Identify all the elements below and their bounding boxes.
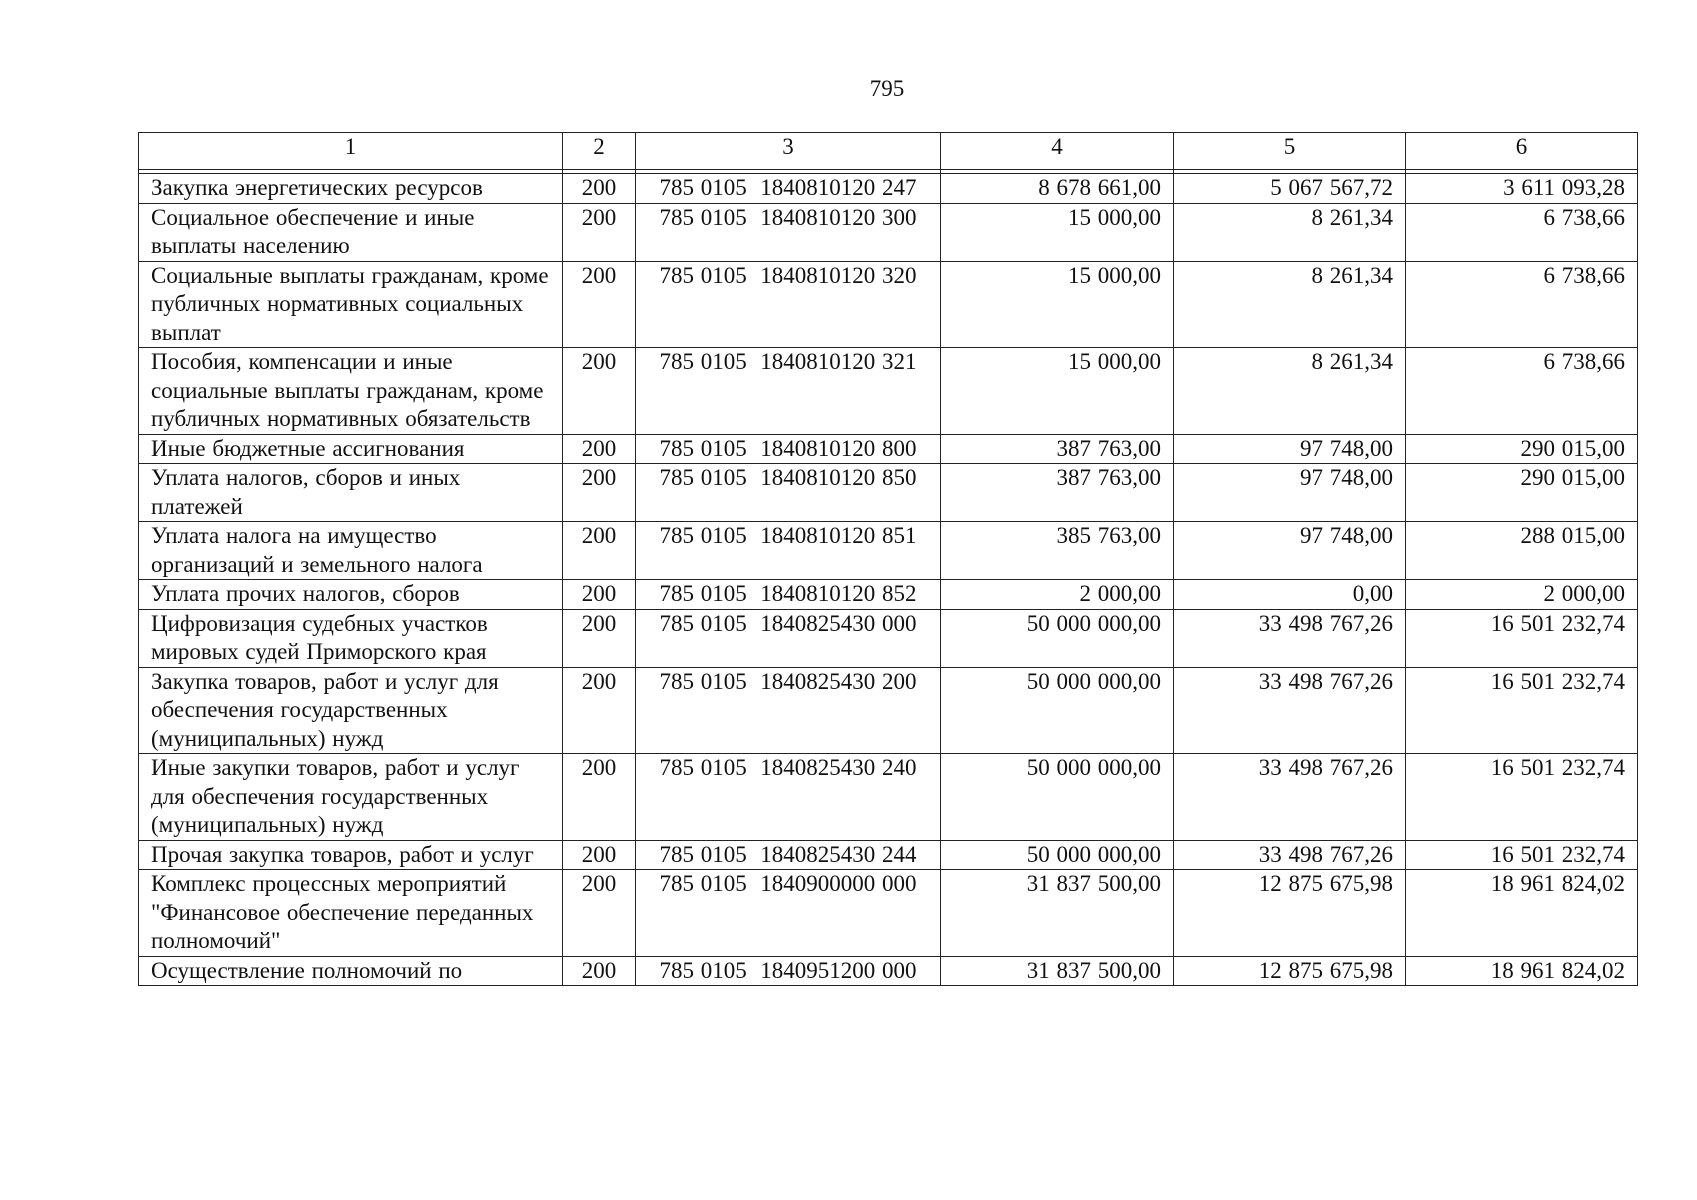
table-row bbox=[139, 609, 1638, 667]
row-code-cell: 200 bbox=[563, 754, 636, 841]
row-kbk-cell: 785 0105 1840825430 240 bbox=[636, 754, 941, 841]
row-kbk-cell: 785 0105 1840810120 800 bbox=[636, 434, 941, 464]
row-name-cell: Иные закупки товаров, работ и услуг для обеспечения государственных (муниципальных) нужд bbox=[139, 754, 563, 841]
column-header-1: 1 bbox=[139, 133, 563, 170]
row-remainder-amount-cell: 290 015,00 bbox=[1406, 434, 1638, 464]
row-plan-amount-cell: 385 763,00 bbox=[941, 522, 1174, 580]
table-row bbox=[139, 870, 1638, 957]
row-fact-amount-cell: 8 261,34 bbox=[1174, 348, 1406, 435]
row-code-cell: 200 bbox=[563, 174, 636, 204]
table-row bbox=[139, 754, 1638, 841]
table-row bbox=[139, 580, 1638, 610]
row-remainder-amount-cell: 16 501 232,74 bbox=[1406, 609, 1638, 667]
row-fact-amount-cell: 0,00 bbox=[1174, 580, 1406, 610]
row-plan-amount-cell: 8 678 661,00 bbox=[941, 174, 1174, 204]
row-plan-amount-cell: 15 000,00 bbox=[941, 261, 1174, 348]
table-row bbox=[139, 464, 1638, 522]
row-name-cell: Социальное обеспечение и иные выплаты населению bbox=[139, 203, 563, 261]
row-fact-amount-cell: 97 748,00 bbox=[1174, 434, 1406, 464]
table-row bbox=[139, 667, 1638, 754]
row-remainder-amount-cell: 3 611 093,28 bbox=[1406, 174, 1638, 204]
row-kbk-cell: 785 0105 1840825430 200 bbox=[636, 667, 941, 754]
row-code-cell: 200 bbox=[563, 956, 636, 986]
row-kbk-cell: 785 0105 1840810120 321 bbox=[636, 348, 941, 435]
table-row bbox=[139, 203, 1638, 261]
table-row bbox=[139, 522, 1638, 580]
row-kbk-cell: 785 0105 1840951200 000 bbox=[636, 956, 941, 986]
row-fact-amount-cell: 12 875 675,98 bbox=[1174, 956, 1406, 986]
column-number-header-row bbox=[139, 133, 1638, 170]
row-name-cell: Прочая закупка товаров, работ и услуг bbox=[139, 840, 563, 870]
row-kbk-cell: 785 0105 1840900000 000 bbox=[636, 870, 941, 957]
row-name-cell: Социальные выплаты гражданам, кроме публичных нормативных социальных выплат bbox=[139, 261, 563, 348]
row-name-cell: Цифровизация судебных участков мировых судей Приморского края bbox=[139, 609, 563, 667]
column-header-6: 6 bbox=[1406, 133, 1638, 170]
row-fact-amount-cell: 33 498 767,26 bbox=[1174, 840, 1406, 870]
row-fact-amount-cell: 5 067 567,72 bbox=[1174, 174, 1406, 204]
row-plan-amount-cell: 387 763,00 bbox=[941, 464, 1174, 522]
row-remainder-amount-cell: 16 501 232,74 bbox=[1406, 667, 1638, 754]
row-fact-amount-cell: 97 748,00 bbox=[1174, 522, 1406, 580]
row-name-cell: Закупка энергетических ресурсов bbox=[139, 174, 563, 204]
row-name-cell: Иные бюджетные ассигнования bbox=[139, 434, 563, 464]
row-plan-amount-cell: 15 000,00 bbox=[941, 203, 1174, 261]
row-plan-amount-cell: 31 837 500,00 bbox=[941, 870, 1174, 957]
row-name-cell: Уплата налогов, сборов и иных платежей bbox=[139, 464, 563, 522]
row-kbk-cell: 785 0105 1840810120 247 bbox=[636, 174, 941, 204]
row-kbk-cell: 785 0105 1840810120 850 bbox=[636, 464, 941, 522]
row-remainder-amount-cell: 288 015,00 bbox=[1406, 522, 1638, 580]
row-remainder-amount-cell: 18 961 824,02 bbox=[1406, 870, 1638, 957]
row-fact-amount-cell: 33 498 767,26 bbox=[1174, 667, 1406, 754]
row-kbk-cell: 785 0105 1840810120 300 bbox=[636, 203, 941, 261]
row-remainder-amount-cell: 6 738,66 bbox=[1406, 348, 1638, 435]
row-plan-amount-cell: 15 000,00 bbox=[941, 348, 1174, 435]
column-header-5: 5 bbox=[1174, 133, 1406, 170]
table-row bbox=[139, 434, 1638, 464]
row-name-cell: Закупка товаров, работ и услуг для обеспечения государственных (муниципальных) нужд bbox=[139, 667, 563, 754]
row-fact-amount-cell: 33 498 767,26 bbox=[1174, 609, 1406, 667]
row-name-cell: Пособия, компенсации и иные социальные выплаты гражданам, кроме публичных нормативных обязательств bbox=[139, 348, 563, 435]
row-kbk-cell: 785 0105 1840825430 244 bbox=[636, 840, 941, 870]
table-row bbox=[139, 348, 1638, 435]
row-code-cell: 200 bbox=[563, 667, 636, 754]
row-code-cell: 200 bbox=[563, 203, 636, 261]
row-remainder-amount-cell: 16 501 232,74 bbox=[1406, 840, 1638, 870]
row-code-cell: 200 bbox=[563, 870, 636, 957]
row-plan-amount-cell: 50 000 000,00 bbox=[941, 754, 1174, 841]
row-plan-amount-cell: 387 763,00 bbox=[941, 434, 1174, 464]
row-remainder-amount-cell: 16 501 232,74 bbox=[1406, 754, 1638, 841]
row-remainder-amount-cell: 2 000,00 bbox=[1406, 580, 1638, 610]
table-row bbox=[139, 840, 1638, 870]
row-kbk-cell: 785 0105 1840810120 320 bbox=[636, 261, 941, 348]
row-plan-amount-cell: 31 837 500,00 bbox=[941, 956, 1174, 986]
row-plan-amount-cell: 50 000 000,00 bbox=[941, 840, 1174, 870]
row-code-cell: 200 bbox=[563, 609, 636, 667]
row-remainder-amount-cell: 6 738,66 bbox=[1406, 261, 1638, 348]
row-code-cell: 200 bbox=[563, 464, 636, 522]
row-kbk-cell: 785 0105 1840825430 000 bbox=[636, 609, 941, 667]
budget-execution-table bbox=[138, 132, 1638, 986]
row-code-cell: 200 bbox=[563, 840, 636, 870]
row-code-cell: 200 bbox=[563, 261, 636, 348]
row-fact-amount-cell: 33 498 767,26 bbox=[1174, 754, 1406, 841]
row-code-cell: 200 bbox=[563, 522, 636, 580]
row-plan-amount-cell: 2 000,00 bbox=[941, 580, 1174, 610]
row-kbk-cell: 785 0105 1840810120 852 bbox=[636, 580, 941, 610]
column-header-2: 2 bbox=[563, 133, 636, 170]
row-remainder-amount-cell: 290 015,00 bbox=[1406, 464, 1638, 522]
row-code-cell: 200 bbox=[563, 348, 636, 435]
row-fact-amount-cell: 8 261,34 bbox=[1174, 261, 1406, 348]
table-body bbox=[139, 174, 1638, 986]
row-name-cell: Осуществление полномочий по bbox=[139, 956, 563, 986]
column-header-4: 4 bbox=[941, 133, 1174, 170]
row-code-cell: 200 bbox=[563, 580, 636, 610]
row-plan-amount-cell: 50 000 000,00 bbox=[941, 609, 1174, 667]
table-row bbox=[139, 261, 1638, 348]
column-header-3: 3 bbox=[636, 133, 941, 170]
row-remainder-amount-cell: 18 961 824,02 bbox=[1406, 956, 1638, 986]
row-code-cell: 200 bbox=[563, 434, 636, 464]
row-kbk-cell: 785 0105 1840810120 851 bbox=[636, 522, 941, 580]
row-name-cell: Уплата налога на имущество организаций и земельного налога bbox=[139, 522, 563, 580]
row-name-cell: Уплата прочих налогов, сборов bbox=[139, 580, 563, 610]
row-name-cell: Комплекс процессных мероприятий "Финансовое обеспечение переданных полномочий" bbox=[139, 870, 563, 957]
row-fact-amount-cell: 97 748,00 bbox=[1174, 464, 1406, 522]
row-remainder-amount-cell: 6 738,66 bbox=[1406, 203, 1638, 261]
page-number: 795 bbox=[869, 76, 905, 101]
row-plan-amount-cell: 50 000 000,00 bbox=[941, 667, 1174, 754]
row-fact-amount-cell: 8 261,34 bbox=[1174, 203, 1406, 261]
row-fact-amount-cell: 12 875 675,98 bbox=[1174, 870, 1406, 957]
table-row bbox=[139, 174, 1638, 204]
table-row bbox=[139, 956, 1638, 986]
